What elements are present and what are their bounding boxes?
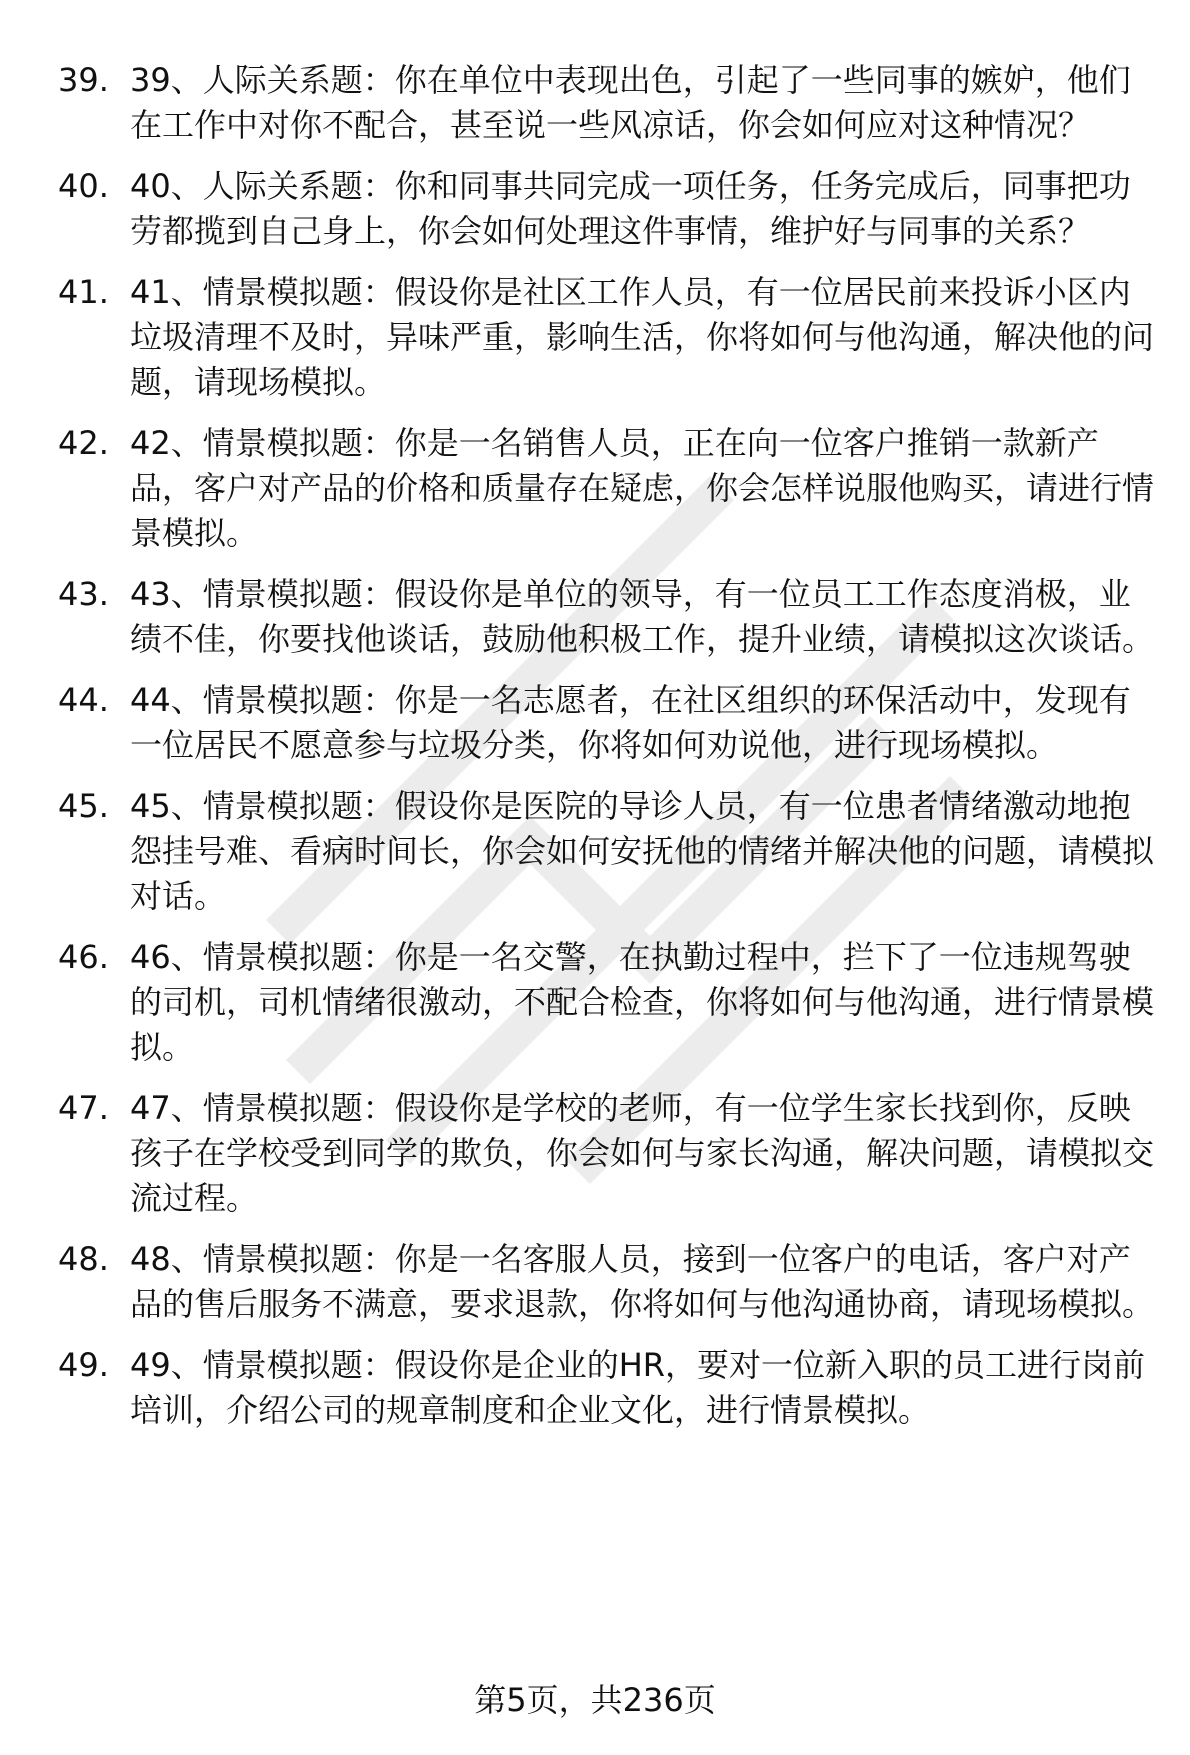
- question-number: 41.: [58, 273, 109, 311]
- list-item: [58, 1086, 1158, 1221]
- page-footer: [0, 1680, 1190, 1720]
- question-number: 48.: [58, 1240, 109, 1278]
- question-number: 44.: [58, 681, 109, 719]
- list-item: [58, 935, 1158, 1070]
- list-item: [58, 1237, 1158, 1327]
- question-text: 44、情景模拟题：你是一名志愿者，在社区组织的环保活动中，发现有一位居民不愿意参与垃圾分类，你将如何劝说他，进行现场模拟。: [130, 681, 1131, 764]
- question-number: 45.: [58, 787, 109, 825]
- question-text: 47、情景模拟题：假设你是学校的老师，有一位学生家长找到你，反映孩子在学校受到同学的欺负，你会如何与家长沟通，解决问题，请模拟交流过程。: [130, 1089, 1155, 1217]
- question-number: 49.: [58, 1346, 109, 1384]
- question-number: 40.: [58, 167, 109, 205]
- list-item: [58, 421, 1158, 556]
- question-number: 46.: [58, 938, 109, 976]
- list-item: [58, 572, 1158, 662]
- question-number: 42.: [58, 424, 109, 462]
- question-text: 43、情景模拟题：假设你是单位的领导，有一位员工工作态度消极，业绩不佳，你要找他谈话，鼓励他积极工作，提升业绩，请模拟这次谈话。: [130, 575, 1155, 658]
- question-text: 48、情景模拟题：你是一名客服人员，接到一位客户的电话，客户对产品的售后服务不满意，要求退款，你将如何与他沟通协商，请现场模拟。: [130, 1240, 1155, 1323]
- question-text: 42、情景模拟题：你是一名销售人员，正在向一位客户推销一款新产品，客户对产品的价格和质量存在疑虑，你会怎样说服他购买，请进行情景模拟。: [130, 424, 1155, 552]
- question-text: 46、情景模拟题：你是一名交警，在执勤过程中，拦下了一位违规驾驶的司机，司机情绪很激动，不配合检查，你将如何与他沟通，进行情景模拟。: [130, 938, 1155, 1066]
- page-number-label: 第5页，共236页: [474, 1681, 716, 1719]
- question-text: 49、情景模拟题：假设你是企业的HR，要对一位新入职的员工进行岗前培训，介绍公司的规章制度和企业文化，进行情景模拟。: [130, 1346, 1146, 1429]
- list-item: [58, 1343, 1158, 1433]
- question-text: 41、情景模拟题：假设你是社区工作人员，有一位居民前来投诉小区内垃圾清理不及时，异味严重，影响生活，你将如何与他沟通，解决他的问题，请现场模拟。: [130, 273, 1155, 401]
- list-item: [58, 270, 1158, 405]
- question-text: 45、情景模拟题：假设你是医院的导诊人员，有一位患者情绪激动地抱怨挂号难、看病时间长，你会如何安抚他的情绪并解决他的问题，请模拟对话。: [130, 787, 1155, 915]
- question-number: 43.: [58, 575, 109, 613]
- list-item: [58, 164, 1158, 254]
- question-list: [58, 58, 1158, 1449]
- question-number: 47.: [58, 1089, 109, 1127]
- question-number: 39.: [58, 61, 109, 99]
- list-item: [58, 784, 1158, 919]
- question-text: 40、人际关系题：你和同事共同完成一项任务，任务完成后，同事把功劳都揽到自己身上，你会如何处理这件事情，维护好与同事的关系？: [130, 167, 1131, 250]
- list-item: [58, 678, 1158, 768]
- question-text: 39、人际关系题：你在单位中表现出色，引起了一些同事的嫉妒，他们在工作中对你不配合，甚至说一些风凉话，你会如何应对这种情况？: [130, 61, 1131, 144]
- list-item: [58, 58, 1158, 148]
